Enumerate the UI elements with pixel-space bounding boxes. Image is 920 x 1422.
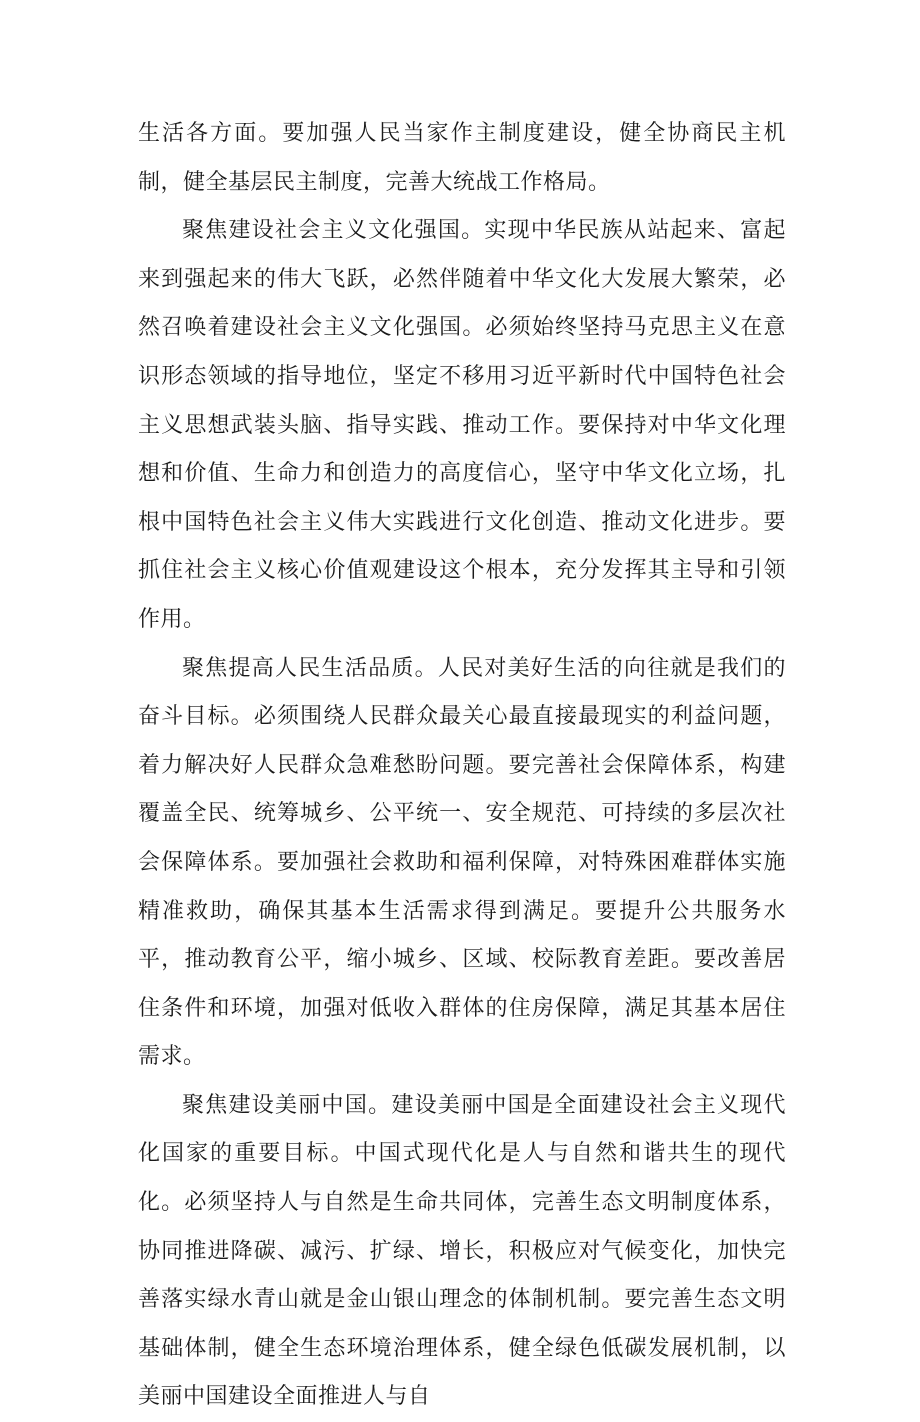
paragraph-3: 聚焦提高人民生活品质。人民对美好生活的向往就是我们的奋斗目标。必须围绕人民群众最关心最直接最现实的利益问题，着力解决好人民群众急难愁盼问题。要完善社会保障体系，构建覆盖全民、统筹城乡、公平统一、安全规范、可持续的多层次社会保障体系。要加强社会救助和福利保障，对特殊困难群体实施精准救助，确保其基本生活需求得到满足。要提升公共服务水平，推动教育公平，缩小城乡、区域、校际教育差距。要改善居住条件和环境，加强对低收入群体的住房保障，满足其基本居住需求。 <box>138 655 786 1070</box>
paragraph-2: 聚焦建设社会主义文化强国。实现中华民族从站起来、富起来到强起来的伟大飞跃，必然伴随着中华文化大发展大繁荣，必然召唤着建设社会主义文化强国。必须始终坚持马克思主义在意识形态领域的指导地位，坚定不移用习近平新时代中国特色社会主义思想武装头脑、指导实践、推动工作。要保持对中华文化理想和价值、生命力和创造力的高度信心，坚守中华文化立场，扎根中国特色社会主义伟大实践进行文化创造、推动文化进步。要抓住社会主义核心价值观建设这个根本，充分发挥其主导和引领作用。 <box>138 218 786 632</box>
paragraph-4: 聚焦建设美丽中国。建设美丽中国是全面建设社会主义现代化国家的重要目标。中国式现代化是人与自然和谐共生的现代化。必须坚持人与自然是生命共同体，完善生态文明制度体系，协同推进降碳、减污、扩绿、增长，积极应对气候变化，加快完善落实绿水青山就是金山银山理念的体制机制。要完善生态文明基础体制，健全生态环境治理体系，健全绿色低碳发展机制，以美丽中国建设全面推进人与自 <box>138 1092 786 1410</box>
paragraph-1: 生活各方面。要加强人民当家作主制度建设，健全协商民主机制，健全基层民主制度，完善大统战工作格局。 <box>138 121 786 195</box>
document-body <box>138 110 786 1422</box>
